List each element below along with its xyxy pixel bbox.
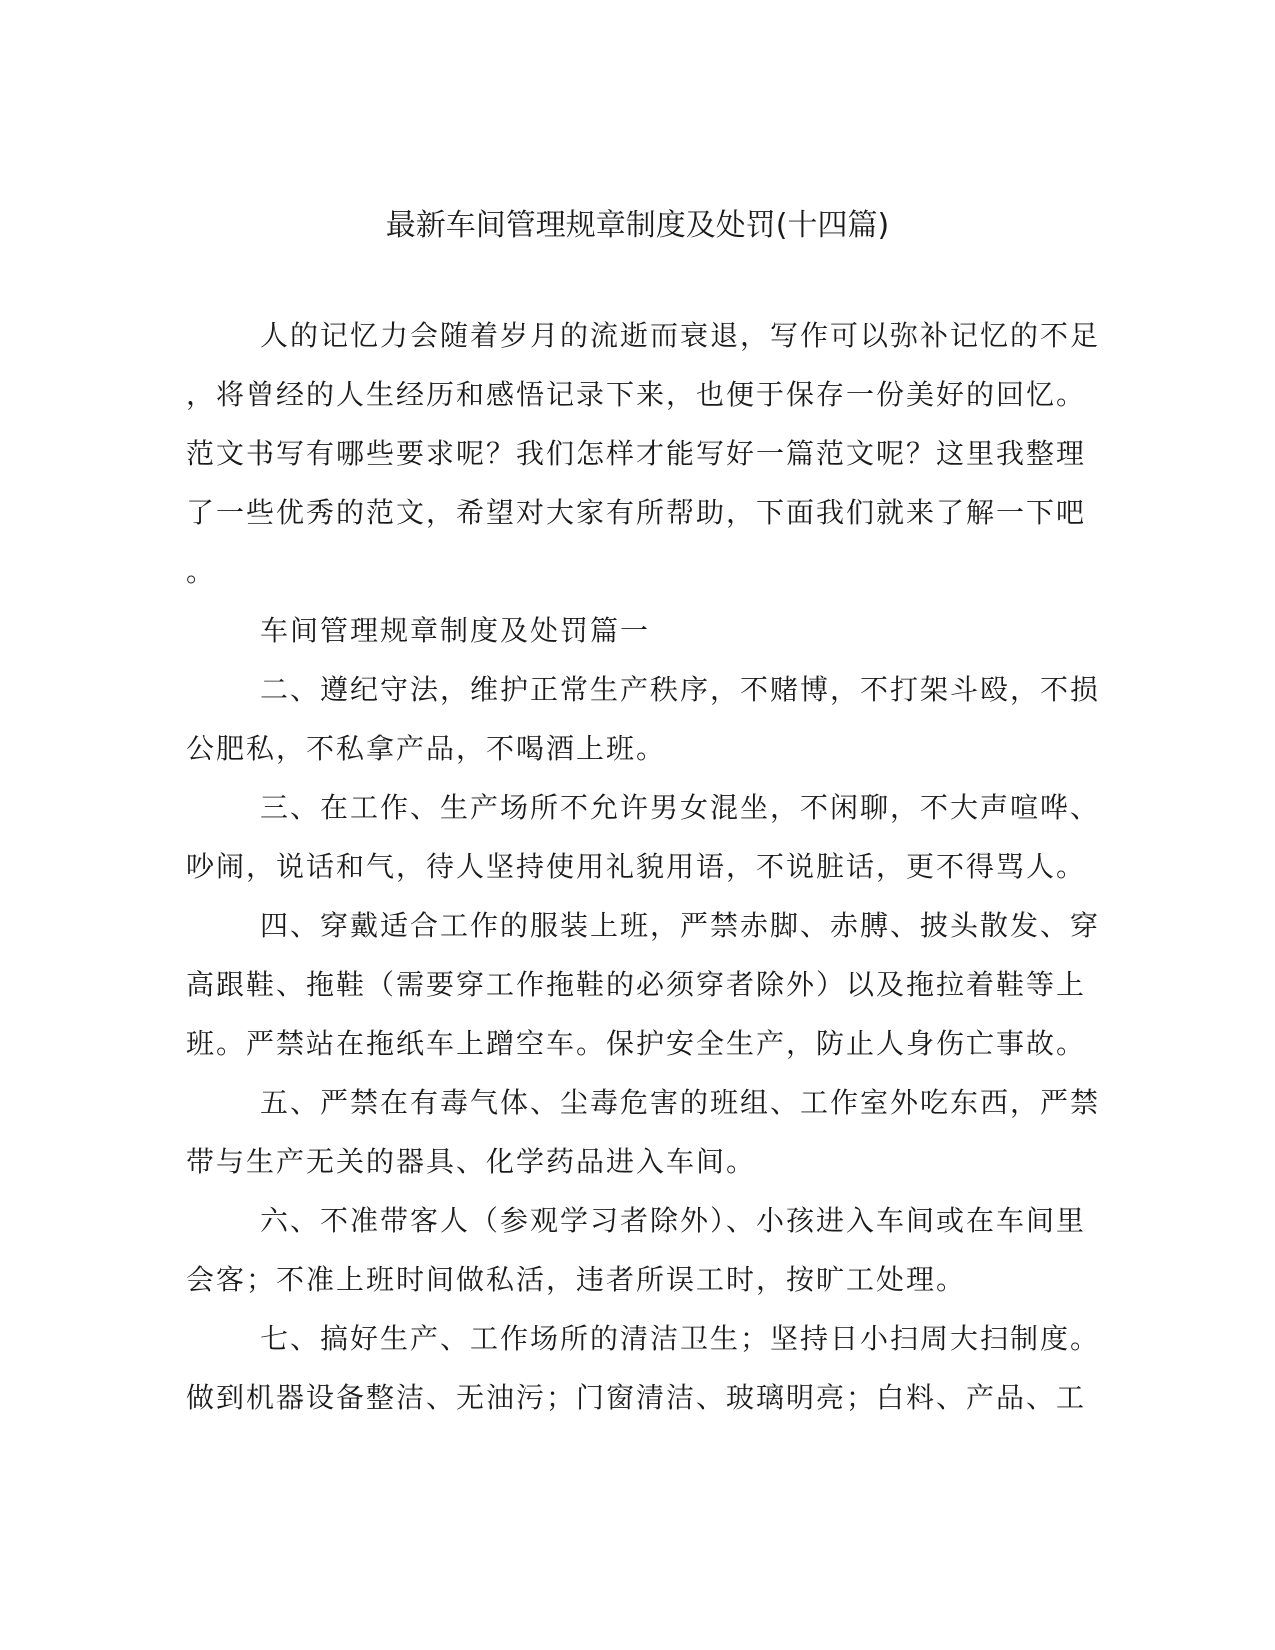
paragraph-line: 四、穿戴适合工作的服装上班，严禁赤脚、赤膊、披头散发、穿 [260,909,1101,942]
paragraph-line: 。 [186,555,217,588]
paragraph-line: 范文书写有哪些要求呢？我们怎样才能写好一篇范文呢？这里我整理 [186,437,1087,470]
paragraph-line: 吵闹，说话和气，待人坚持使用礼貌用语，不说脏话，更不得骂人。 [186,850,1087,883]
document-title: 最新车间管理规章制度及处罚(十四篇) [385,208,890,243]
paragraph-line: 高跟鞋、拖鞋（需要穿工作拖鞋的必须穿者除外）以及拖拉着鞋等上 [186,968,1087,1001]
paragraph-line: 五、严禁在有毒气体、尘毒危害的班组、工作室外吃东西，严禁 [260,1086,1101,1119]
paragraph-line: 七、搞好生产、工作场所的清洁卫生；坚持日小扫周大扫制度。 [260,1322,1101,1355]
paragraph-line: 班。严禁站在拖纸车上蹭空车。保护安全生产，防止人身伤亡事故。 [186,1027,1087,1060]
paragraph-line: 三、在工作、生产场所不允许男女混坐，不闲聊，不大声喧哗、 [260,791,1101,824]
paragraph-line: 公肥私，不私拿产品，不喝酒上班。 [186,732,667,765]
paragraph-line: 带与生产无关的器具、化学药品进入车间。 [186,1145,757,1178]
section-heading: 车间管理规章制度及处罚篇一 [260,614,651,647]
paragraph-line: 二、遵纪守法，维护正常生产秩序，不赌博，不打架斗殴，不损 [260,673,1101,706]
paragraph-line: 会客；不准上班时间做私活，违者所误工时，按旷工处理。 [186,1263,967,1296]
paragraph-line: 人的记忆力会随着岁月的流逝而衰退，写作可以弥补记忆的不足 [260,319,1101,352]
paragraph-line: ，将曾经的人生经历和感悟记录下来，也便于保存一份美好的回忆。 [186,378,1087,411]
paragraph-line: 六、不准带客人（参观学习者除外）、小孩进入车间或在车间里 [260,1204,1087,1237]
paragraph-line: 做到机器设备整洁、无油污；门窗清洁、玻璃明亮；白料、产品、工 [186,1381,1087,1414]
paragraph-line: 了一些优秀的范文，希望对大家有所帮助，下面我们就来了解一下吧 [186,496,1087,529]
